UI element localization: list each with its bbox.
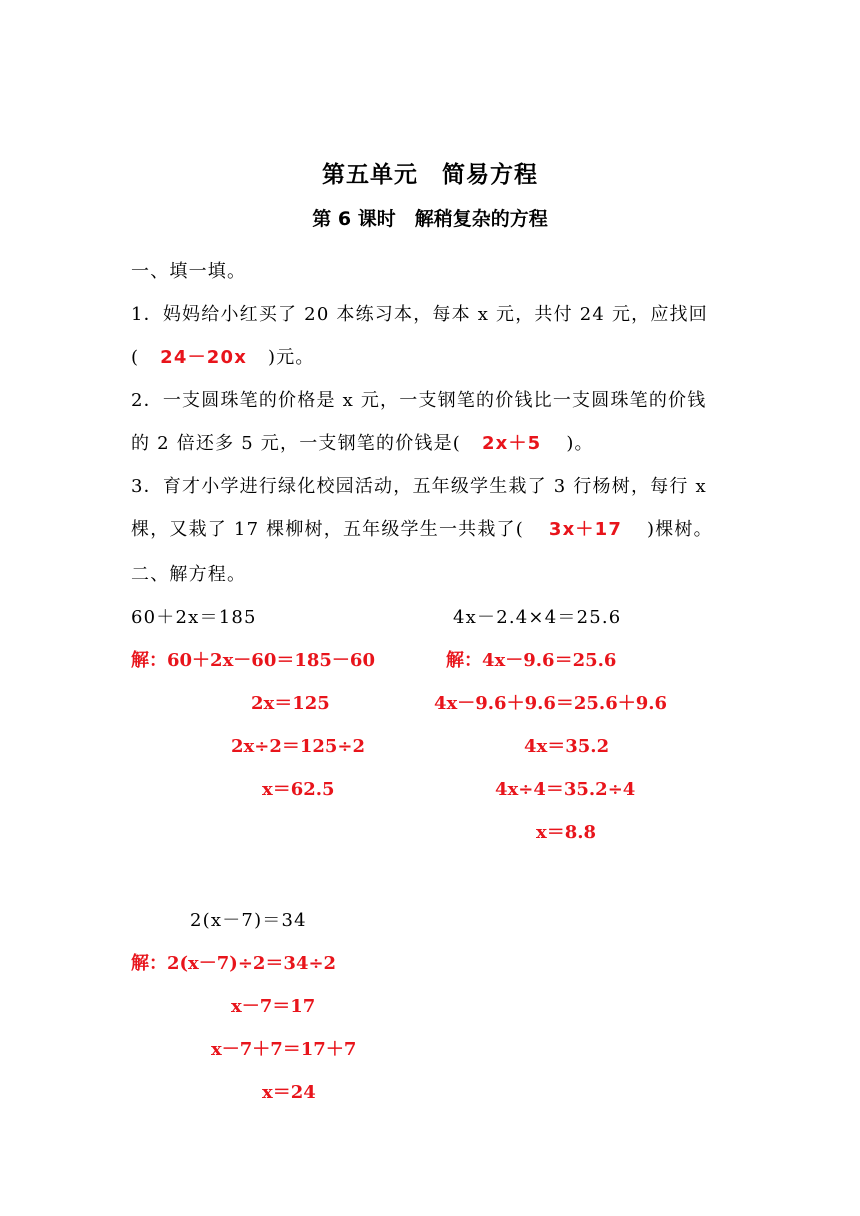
eq2-step1: 解：4x－9.6＝25.6	[446, 650, 617, 671]
q1-line2	[131, 343, 315, 369]
section1-heading: 一、填一填。	[131, 261, 247, 282]
q1-answer: 24－20x	[160, 347, 248, 368]
q1-line1: 1．妈妈给小红买了 20 本练习本，每本 x 元，共付 24 元，应找回	[131, 304, 708, 325]
q2-suffix: )。	[566, 433, 594, 454]
section2-heading: 二、解方程。	[131, 564, 247, 585]
q2-prefix: 的 2 倍还多 5 元，一支钢笔的价钱是(	[131, 433, 462, 454]
eq3-step3: x－7＋7＝17＋7	[211, 1039, 357, 1060]
eq1-step4: x＝62.5	[262, 779, 335, 800]
eq2-step2: 4x－9.6＋9.6＝25.6＋9.6	[434, 693, 668, 714]
eq3-problem: 2(x－7)＝34	[190, 910, 307, 931]
q3-suffix: )棵树。	[647, 519, 713, 540]
q2-answer: 2x＋5	[481, 433, 542, 454]
eq3-step4: x＝24	[262, 1082, 316, 1103]
q1-open-paren: (	[131, 347, 140, 368]
q3-line2	[131, 515, 713, 541]
q1-suffix: )元。	[268, 347, 315, 368]
eq2-step5: x＝8.8	[536, 822, 597, 843]
q3-line1: 3．育才小学进行绿化校园活动，五年级学生栽了 3 行杨树，每行 x	[131, 476, 707, 497]
q3-answer: 3x＋17	[548, 519, 623, 540]
eq1-step3: 2x÷2＝125÷2	[231, 736, 366, 757]
eq1-step1: 解：60＋2x－60＝185－60	[131, 650, 375, 671]
eq1-step2: 2x＝125	[251, 693, 330, 714]
unit-title: 第五单元 简易方程	[322, 162, 538, 188]
eq2-problem: 4x－2.4×4＝25.6	[453, 607, 622, 628]
lesson-title: 第 6 课时 解稍复杂的方程	[312, 208, 548, 230]
eq1-problem: 60＋2x＝185	[131, 607, 257, 628]
eq3-step2: x－7＝17	[231, 996, 316, 1017]
q3-prefix: 棵，又栽了 17 棵柳树，五年级学生一共栽了(	[131, 519, 524, 540]
q2-line1: 2．一支圆珠笔的价格是 x 元，一支钢笔的价钱比一支圆珠笔的价钱	[131, 390, 707, 411]
eq2-step3: 4x＝35.2	[524, 736, 610, 757]
q2-line2	[131, 429, 594, 455]
eq3-step1: 解：2(x－7)÷2＝34÷2	[131, 953, 337, 974]
eq2-step4: 4x÷4＝35.2÷4	[495, 779, 636, 800]
